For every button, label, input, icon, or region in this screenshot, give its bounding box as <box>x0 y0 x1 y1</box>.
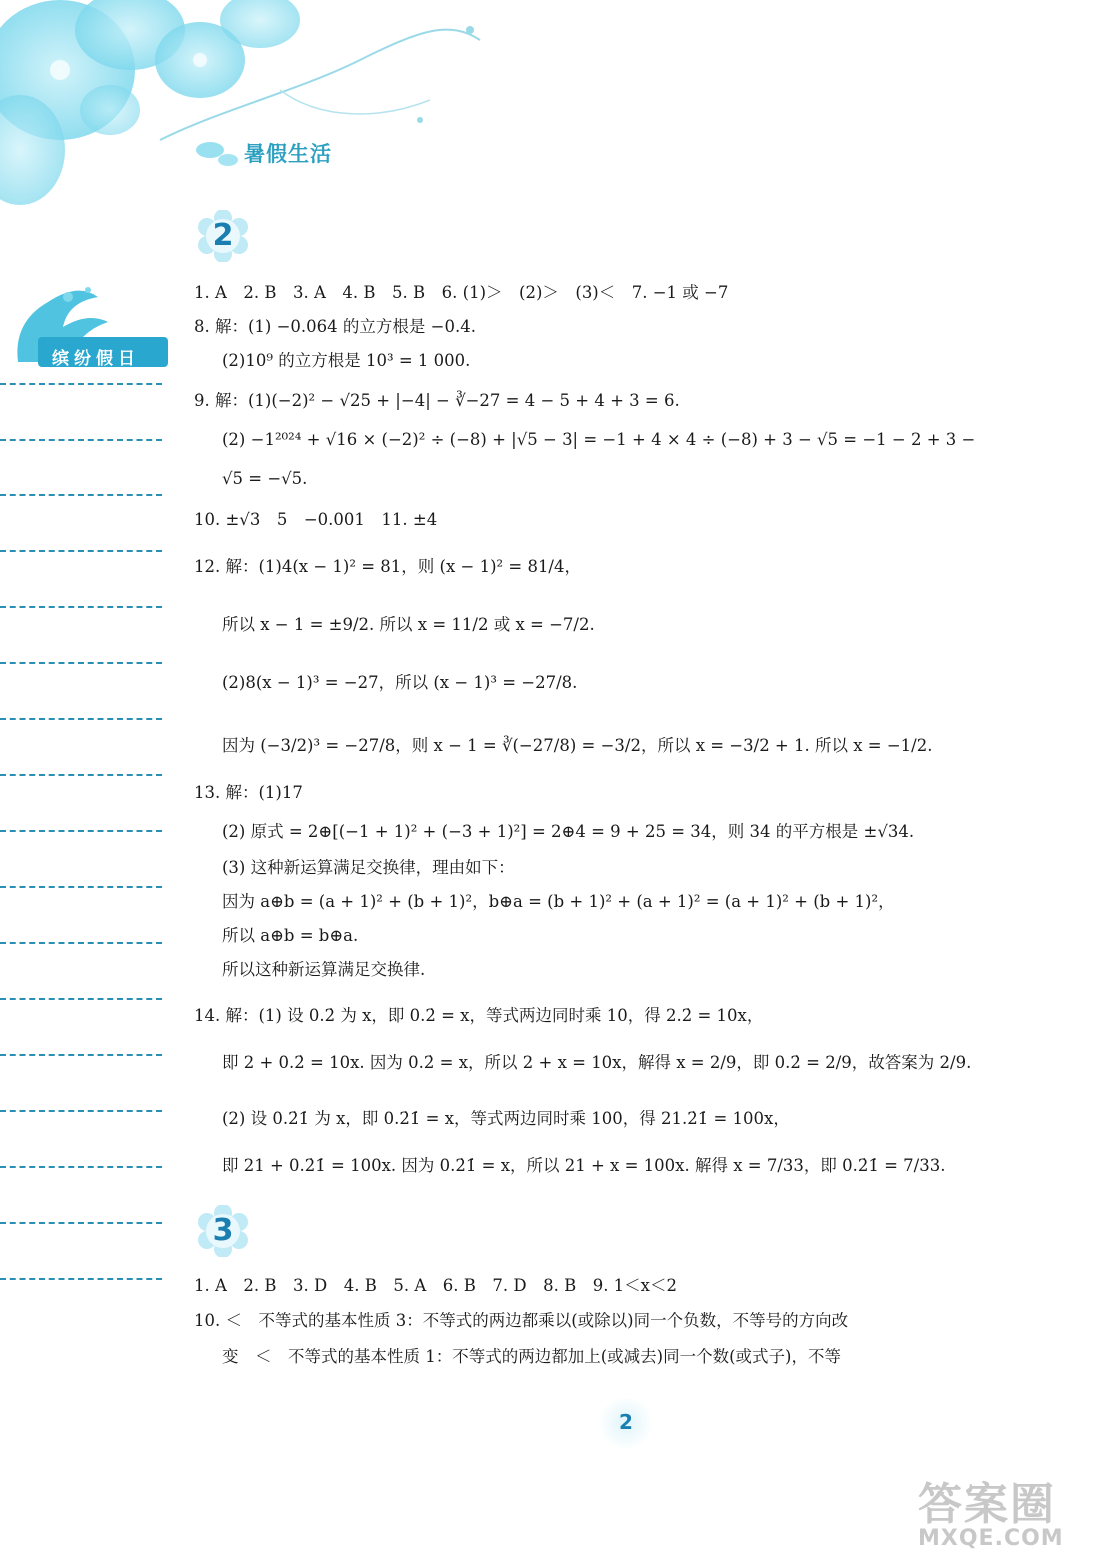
dashed-line <box>0 1054 162 1056</box>
watermark-url: MXQE.COM <box>918 1526 1064 1551</box>
dashed-line <box>0 998 162 1000</box>
answer-line: 所以 a⊕b = b⊕a. <box>222 926 359 945</box>
section-number-badge <box>197 210 249 262</box>
dashed-line <box>0 830 162 832</box>
answer-line: 所以 x − 1 = ±9/2. 所以 x = 11/2 或 x = −7/2. <box>222 615 595 634</box>
answer-line: 12. 解：(1)4(x − 1)² = 81，则 (x − 1)² = 81/4， <box>194 557 581 576</box>
answer-line: 10. ＜ 不等式的基本性质 3：不等式的两边都乘以(或除以)同一个负数，不等号的方向改 <box>194 1311 849 1330</box>
answer-line: (2)10⁹ 的立方根是 10³ = 1 000. <box>222 351 471 370</box>
answer-line: 1. A 2. B 3. A 4. B 5. B 6. (1)＞ (2)＞ (3)＜ 7. −1 或 −7 <box>194 283 729 302</box>
sidebar-badge-label: 缤纷假日 <box>52 349 140 369</box>
dashed-line <box>0 1278 162 1280</box>
dashed-line <box>0 886 162 888</box>
answer-line: 因为 (−3/2)³ = −27/8，则 x − 1 = ∛(−27/8) = −3/2，所以 x = −3/2 + 1. 所以 x = −1/2. <box>222 736 933 755</box>
answer-line: (3) 这种新运算满足交换律，理由如下： <box>222 858 515 877</box>
answer-line: √5 = −√5. <box>222 469 308 488</box>
answer-line: 1. A 2. B 3. D 4. B 5. A 6. B 7. D 8. B 9. 1＜x＜2 <box>194 1276 677 1295</box>
answer-line: 即 2 + 0.2̇ = 10x. 因为 0.2̇ = x，所以 2 + x = 10x，解得 x = 2/9，即 0.2̇ = 2/9，故答案为 2/9. <box>222 1053 972 1072</box>
answer-line: (2) 设 0.2̇1̇ 为 x，即 0.2̇1̇ = x，等式两边同时乘 100，得 21.2̇1̇ = 100x， <box>222 1109 790 1128</box>
answer-line: (2) 原式 = 2⊕[(−1 + 1)² + (−3 + 1)²] = 2⊕4 = 9 + 25 = 34，则 34 的平方根是 ±√34. <box>222 822 915 841</box>
answer-line: 8. 解：(1) −0.064 的立方根是 −0.4. <box>194 317 476 336</box>
section-number: 3 <box>212 1213 234 1248</box>
dashed-line <box>0 494 162 496</box>
page-number: 2 <box>619 1410 633 1434</box>
dashed-line <box>0 662 162 664</box>
watermark-logo-text: 答案圈 <box>918 1479 1056 1530</box>
answer-line: 10. ±√3 5 −0.001 11. ±4 <box>194 510 438 529</box>
answer-line: 14. 解：(1) 设 0.2̇ 为 x，即 0.2̇ = x，等式两边同时乘 10，得 2.2̇ = 10x， <box>194 1006 764 1025</box>
answer-line: 即 21 + 0.2̇1̇ = 100x. 因为 0.2̇1̇ = x，所以 21 + x = 100x. 解得 x = 7/33，即 0.2̇1̇ = 7/33. <box>222 1156 946 1175</box>
dashed-line <box>0 550 162 552</box>
answer-line: (2) −1²⁰²⁴ + √16 × (−2)² ÷ (−8) + |√5 − 3| = −1 + 4 × 4 ÷ (−8) + 3 − √5 = −1 − 2 + 3 − <box>222 430 976 449</box>
dashed-line <box>0 1166 162 1168</box>
answer-line: 变 ＜ 不等式的基本性质 1：不等式的两边都加上(或减去)同一个数(或式子)，不等 <box>222 1347 841 1366</box>
floral-decoration <box>0 0 520 260</box>
answer-line: 13. 解：(1)17 <box>194 783 303 802</box>
section-number: 2 <box>212 218 234 253</box>
dashed-line <box>0 1222 162 1224</box>
header-title: 暑假生活 <box>244 142 332 166</box>
dashed-line <box>0 383 162 385</box>
dashed-line <box>0 942 162 944</box>
dashed-line <box>0 774 162 776</box>
watermark <box>918 1468 1064 1551</box>
dashed-line <box>0 606 162 608</box>
dashed-line <box>0 1110 162 1112</box>
answer-line: 因为 a⊕b = (a + 1)² + (b + 1)²，b⊕a = (b + 1)² + (a + 1)² = (a + 1)² + (b + 1)²， <box>222 892 895 911</box>
dashed-line <box>0 439 162 441</box>
answer-line: 所以这种新运算满足交换律. <box>222 960 426 979</box>
answer-line: 9. 解：(1)(−2)² − √25 + |−4| − ∛−27 = 4 − 5 + 4 + 3 = 6. <box>194 391 680 410</box>
dashed-line <box>0 718 162 720</box>
answer-line: (2)8(x − 1)³ = −27，所以 (x − 1)³ = −27/8. <box>222 673 578 692</box>
section-number-badge <box>197 1205 249 1257</box>
